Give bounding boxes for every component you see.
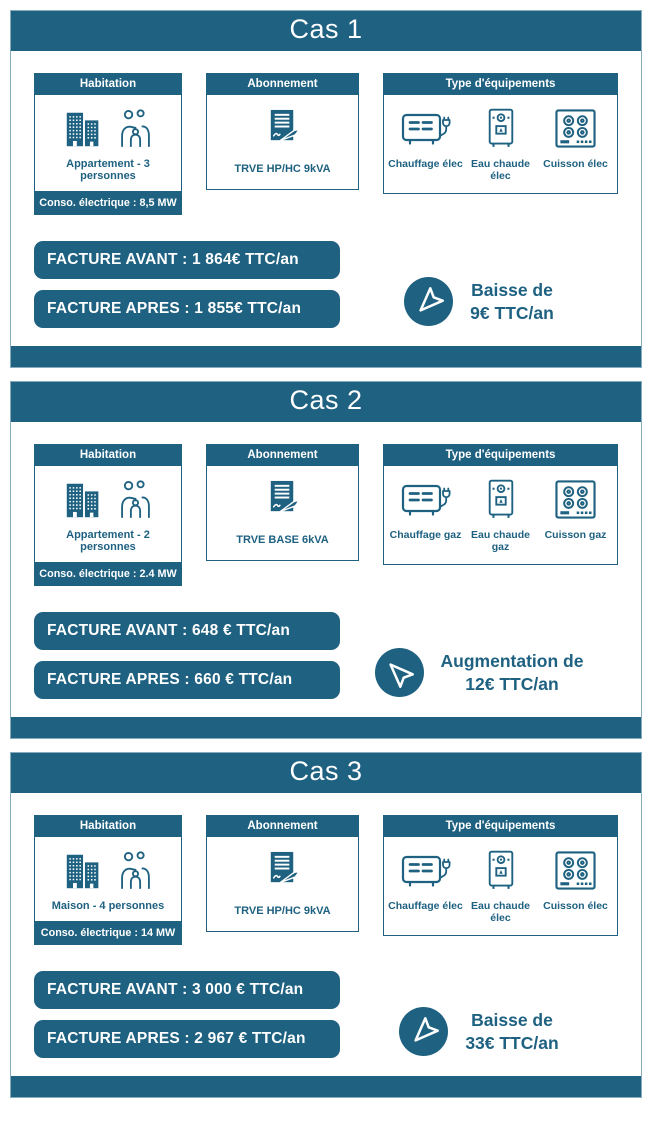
case-panel-3 bbox=[10, 752, 642, 1098]
case-body bbox=[11, 422, 641, 717]
facture-apres-bar: FACTURE APRES : 1 855€ TTC/an bbox=[34, 290, 340, 328]
buildings-icon bbox=[62, 480, 106, 520]
heater-icon bbox=[400, 108, 452, 148]
water-heater-icon bbox=[485, 106, 517, 150]
equip-item-cuisson: Cuisson élec bbox=[538, 847, 613, 924]
equipements-card-header: Type d'équipements bbox=[384, 445, 617, 466]
equipements-card bbox=[383, 815, 618, 936]
equip-item-cuisson: Cuisson gaz bbox=[538, 476, 613, 553]
facture-apres-bar: FACTURE APRES : 2 967 € TTC/an bbox=[34, 1020, 340, 1058]
habitation-label: Appartement - 3 personnes bbox=[66, 158, 150, 182]
habitation-card-body bbox=[35, 837, 181, 921]
result-text: Baisse de 9€ TTC/an bbox=[470, 279, 554, 323]
facture-avant-bar: FACTURE AVANT : 648 € TTC/an bbox=[34, 612, 340, 650]
cards-row bbox=[34, 444, 618, 586]
habitation-card bbox=[34, 815, 182, 945]
cooktop-icon bbox=[553, 479, 598, 520]
cards-row bbox=[34, 815, 618, 945]
paper-plane-up-icon bbox=[375, 648, 424, 697]
heater-icon bbox=[400, 850, 452, 890]
habitation-card-header: Habitation bbox=[35, 816, 181, 837]
result-text: Baisse de 33€ TTC/an bbox=[465, 1009, 559, 1053]
case-title: Cas 1 bbox=[11, 11, 641, 51]
facture-apres-bar: FACTURE APRES : 660 € TTC/an bbox=[34, 661, 340, 699]
case-panel-2 bbox=[10, 381, 642, 739]
case-title: Cas 2 bbox=[11, 382, 641, 422]
water-heater-icon bbox=[485, 848, 517, 892]
abonnement-card-header: Abonnement bbox=[207, 816, 358, 837]
equipements-card-body bbox=[384, 837, 617, 935]
equip-item-eau-chaude: Eau chaude gaz bbox=[463, 476, 538, 553]
habitation-card-body bbox=[35, 466, 181, 562]
habitation-card bbox=[34, 444, 182, 586]
family-icon bbox=[117, 479, 154, 520]
habitation-card-body bbox=[35, 95, 181, 191]
equip-item-cuisson: Cuisson élec bbox=[538, 105, 613, 182]
buildings-icon bbox=[62, 851, 106, 891]
equipements-card-header: Type d'équipements bbox=[384, 74, 617, 95]
conso-electrique-footer: Conso. électrique : 14 MW bbox=[35, 921, 181, 944]
equip-item-eau-chaude: Eau chaude élec bbox=[463, 847, 538, 924]
abonnement-card bbox=[206, 73, 359, 190]
habitation-card-header: Habitation bbox=[35, 445, 181, 466]
family-icon bbox=[117, 108, 154, 149]
result-block bbox=[340, 1006, 618, 1058]
contract-pen-icon bbox=[260, 479, 305, 518]
abonnement-label: TRVE HP/HC 9kVA bbox=[234, 905, 331, 917]
case-panel-1 bbox=[10, 10, 642, 368]
result-block bbox=[340, 647, 618, 699]
equip-item-chauffage: Chauffage élec bbox=[388, 847, 463, 924]
equipements-card-header: Type d'équipements bbox=[384, 816, 617, 837]
habitation-label: Maison - 4 personnes bbox=[51, 900, 165, 912]
equip-item-eau-chaude: Eau chaude élec bbox=[463, 105, 538, 182]
paper-plane-down-icon bbox=[404, 277, 453, 326]
habitation-card-header: Habitation bbox=[35, 74, 181, 95]
conso-electrique-footer: Conso. électrique : 8,5 MW bbox=[35, 191, 181, 214]
result-text: Augmentation de 12€ TTC/an bbox=[440, 650, 584, 694]
cards-row bbox=[34, 73, 618, 215]
abonnement-card-header: Abonnement bbox=[207, 74, 358, 95]
facture-avant-bar: FACTURE AVANT : 3 000 € TTC/an bbox=[34, 971, 340, 1009]
case-body bbox=[11, 51, 641, 346]
contract-pen-icon bbox=[260, 850, 305, 889]
heater-icon bbox=[400, 479, 452, 519]
equip-item-chauffage: Chauffage élec bbox=[388, 105, 463, 182]
abonnement-card bbox=[206, 815, 359, 932]
abonnement-label: TRVE BASE 6kVA bbox=[236, 534, 329, 546]
equipements-card-body bbox=[384, 466, 617, 564]
case-title: Cas 3 bbox=[11, 753, 641, 793]
equipements-card bbox=[383, 73, 618, 194]
case-footer-bar bbox=[11, 346, 641, 367]
cooktop-icon bbox=[553, 850, 598, 891]
buildings-icon bbox=[62, 109, 106, 149]
result-block bbox=[340, 276, 618, 328]
equip-item-chauffage: Chauffage gaz bbox=[388, 476, 463, 553]
facture-avant-bar: FACTURE AVANT : 1 864€ TTC/an bbox=[34, 241, 340, 279]
abonnement-card-body bbox=[207, 95, 358, 189]
habitation-card bbox=[34, 73, 182, 215]
habitation-label: Appartement - 2 personnes bbox=[66, 529, 150, 553]
paper-plane-down-icon bbox=[399, 1007, 448, 1056]
cooktop-icon bbox=[553, 108, 598, 149]
case-body bbox=[11, 793, 641, 1076]
case-footer-bar bbox=[11, 717, 641, 738]
equipements-card bbox=[383, 444, 618, 565]
conso-electrique-footer: Conso. électrique : 2.4 MW bbox=[35, 562, 181, 585]
water-heater-icon bbox=[485, 477, 517, 521]
abonnement-card bbox=[206, 444, 359, 561]
abonnement-card-header: Abonnement bbox=[207, 445, 358, 466]
abonnement-card-body bbox=[207, 837, 358, 931]
contract-pen-icon bbox=[260, 108, 305, 147]
family-icon bbox=[117, 850, 154, 891]
abonnement-label: TRVE HP/HC 9kVA bbox=[234, 163, 331, 175]
case-footer-bar bbox=[11, 1076, 641, 1097]
abonnement-card-body bbox=[207, 466, 358, 560]
equipements-card-body bbox=[384, 95, 617, 193]
